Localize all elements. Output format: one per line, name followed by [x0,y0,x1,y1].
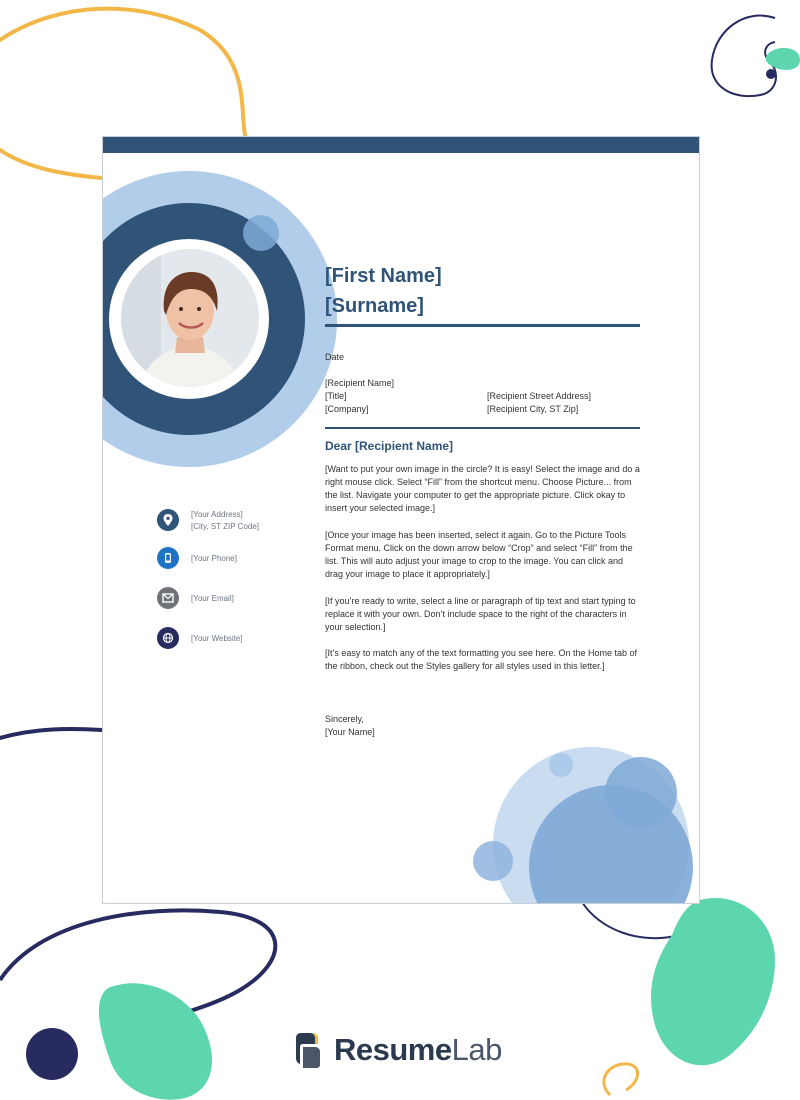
bubble-medium [605,757,677,829]
contact-website[interactable]: [Your Website] [191,634,243,643]
contact-email[interactable]: [Your Email] [191,594,234,603]
mint-blob-bottom-left [99,983,212,1099]
location-pin-icon [157,509,179,531]
resumelab-logo-icon [288,1030,328,1070]
first-name[interactable]: [First Name] [325,265,442,287]
mint-blob-top-right [766,48,800,70]
mint-blob-bottom-right [651,898,775,1065]
body-paragraph-4[interactable]: [It’s easy to match any of the text formatting you see here. On the Home tab of the ribbon, check out the Styles gallery for all styles used in this letter.] [325,648,637,671]
gold-loop-bottom-right [604,1064,638,1095]
recipient-street-field[interactable]: [Recipient Street Address] [487,391,592,401]
accent-bubble [243,215,279,251]
date-field[interactable]: Date [325,352,345,362]
portrait-illustration [121,249,259,387]
recipient-divider [325,427,640,429]
contact-address[interactable] [191,509,259,533]
resumelab-logo[interactable] [288,1030,502,1070]
navy-line-left [0,729,102,738]
brand-name [334,1032,502,1068]
closing[interactable]: Sincerely, [325,714,364,724]
profile-photo[interactable] [121,249,259,387]
bubble-small [549,753,573,777]
recipient-title-field[interactable]: [Title] [325,391,347,401]
salutation[interactable]: Dear [Recipient Name] [325,439,454,453]
contact-phone[interactable]: [Your Phone] [191,554,237,563]
brand-name-part2: Lab [451,1032,502,1067]
signature-name[interactable]: [Your Name] [325,727,375,737]
recipient-name-field[interactable]: [Recipient Name] [325,378,395,388]
cover-letter-document [102,136,700,904]
body-paragraph-3[interactable]: [If you’re ready to write, select a line or paragraph of tip text and start typing to replace it with your own. Don’t include space to the right of the characters in your selection.] [325,596,636,632]
applicant-name [325,261,442,321]
globe-icon [157,627,179,649]
email-icon [157,587,179,609]
surname[interactable]: [Surname] [325,295,424,317]
body-paragraph-2[interactable]: [Once your image has been inserted, select it again. Go to the Picture Tools Format menu. Click on the down arrow below “Crop” and select “Fill” from the list. This will auto adjust your image to crop to the image. You can click and drag your image to place it appropriately.] [325,530,633,579]
navy-dot-top-right [766,69,776,79]
navy-loop-top-right [712,16,776,97]
name-divider [325,324,640,327]
brand-name-part1: Resume [334,1032,452,1067]
address-line: [Your Address] [191,510,243,519]
recipient-city-field[interactable]: [Recipient City, ST Zip] [487,404,579,414]
phone-icon [157,547,179,569]
city-zip-line: [City, ST ZIP Code] [191,522,260,531]
bubble-left [473,841,513,881]
recipient-company-field[interactable]: [Company] [325,404,369,414]
body-paragraph-1[interactable]: [Want to put your own image in the circle? It is easy! Select the image and do a right mouse click. Select “Fill” from the shortcut menu. Choose Picture... from the list. Navigate your computer to get the appropriate picture. Click okay to insert your selected image.] [325,464,640,513]
navy-dot-bottom-left [26,1028,78,1080]
